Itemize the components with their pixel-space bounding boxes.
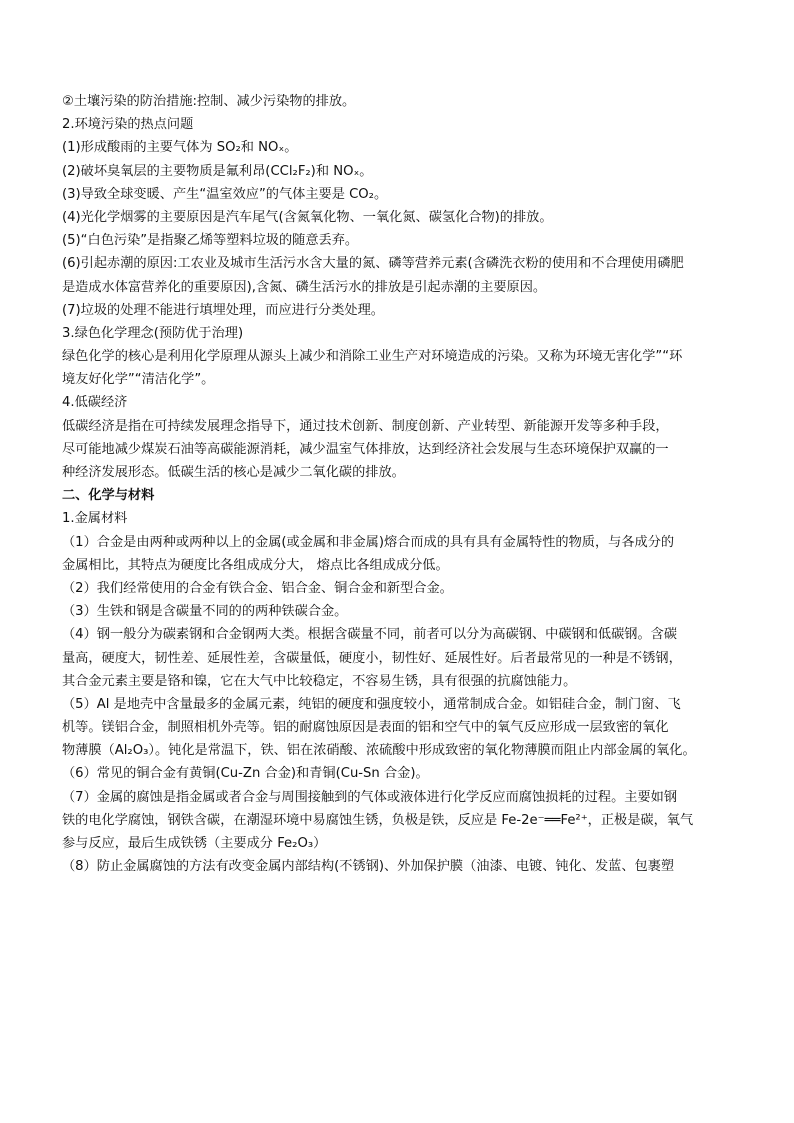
text-line: (4)光化学烟雾的主要原因是汽车尾气(含氮氧化物、一氧化氮、碳氢化合物)的排放。 bbox=[62, 209, 553, 225]
text-line: 金属相比，其特点为硬度比各组成成分大， 熔点比各组成成分低。 bbox=[62, 557, 449, 573]
chapter-heading: 二、化学与材料 bbox=[62, 488, 155, 504]
text-line: (1)形成酸雨的主要气体为 SO₂和 NOₓ。 bbox=[62, 140, 298, 156]
section-heading: 2.环境污染的热点问题 bbox=[62, 117, 194, 133]
text-line: 低碳经济是指在可持续发展理念指导下，通过技术创新、制度创新、产业转型、新能源开发等多种手段， bbox=[62, 418, 669, 434]
text-line: ②土壤污染的防治措施:控制、减少污染物的排放。 bbox=[62, 94, 356, 109]
text-line: (6)引起赤潮的原因:工农业及城市生活污水含大量的氮、磷等营养元素(含磷洗衣粉的使用和不合理使用磷肥 bbox=[62, 256, 684, 272]
text-line: 机等。镁铝合金，制照相机外壳等。铝的耐腐蚀原因是表面的铝和空气中的氧气反应形成一层致密的氧化 bbox=[62, 720, 669, 736]
text-line: （3）生铁和钢是含碳量不同的的两种铁碳合金。 bbox=[62, 604, 348, 620]
text-line: （2）我们经常使用的合金有铁合金、铝合金、铜合金和新型合金。 bbox=[62, 580, 453, 596]
text-line: 种经济发展形态。低碳生活的核心是减少二氧化碳的排放。 bbox=[62, 465, 405, 480]
text-line: （5）Al 是地壳中含量最多的金属元素，纯铝的硬度和强度较小，通常制成合金。如铝硅合金，制门窗、飞 bbox=[62, 696, 681, 712]
text-line: 尽可能地减少煤炭石油等高碳能源消耗，减少温室气体排放，达到经济社会发展与生态环境保护双赢的一 bbox=[62, 441, 669, 457]
text-line: 境友好化学”“清洁化学”。 bbox=[62, 372, 215, 388]
text-line: （8）防止金属腐蚀的方法有改变金属内部结构(不锈钢)、外加保护膜（油漆、电镀、钝化、发蓝、包裹塑 bbox=[62, 859, 675, 875]
document-body bbox=[62, 90, 734, 878]
text-line: （7）金属的腐蚀是指金属或者合金与周围接触到的气体或液体进行化学反应而腐蚀损耗的过程。主要如钢 bbox=[62, 789, 678, 805]
text-line: (2)破坏臭氧层的主要物质是氟利昂(CCl₂F₂)和 NOₓ。 bbox=[62, 163, 373, 179]
text-line: 参与反应，最后生成铁锈（主要成分 Fe₂O₃） bbox=[62, 836, 327, 851]
text-line: （1）合金是由两种或两种以上的金属(或金属和非金属)熔合而成的具有具有金属特性的物质，与各成分的 bbox=[62, 534, 675, 550]
text-line: (5)“白色污染”是指聚乙烯等塑料垃圾的随意丢弃。 bbox=[62, 233, 359, 249]
text-line: (3)导致全球变暖、产生“温室效应”的气体主要是 CO₂。 bbox=[62, 186, 388, 202]
text-line: 是造成水体富营养化的重要原因),含氮、磷生活污水的排放是引起赤潮的主要原因。 bbox=[62, 279, 547, 295]
text-line: 量高，硬度大，韧性差、延展性差，含碳量低，硬度小，韧性好、延展性好。后者最常见的一种是不锈钢， bbox=[62, 650, 682, 666]
text-line: 铁的电化学腐蚀，钢铁含碳，在潮湿环境中易腐蚀生锈，负极是铁，反应是 Fe-2e⁻══Fe²⁺，正极是碳，氧气 bbox=[62, 812, 694, 828]
section-heading: 4.低碳经济 bbox=[62, 395, 128, 411]
text-line: （4）钢一般分为碳素钢和合金钢两大类。根据含碳量不同，前者可以分为高碳钢、中碳钢和低碳钢。含碳 bbox=[62, 627, 678, 643]
text-line: 其合金元素主要是铬和镍，它在大气中比较稳定，不容易生锈，具有很强的抗腐蚀能力。 bbox=[62, 673, 577, 689]
text-line: (7)垃圾的处理不能进行填埋处理，而应进行分类处理。 bbox=[62, 302, 384, 318]
section-heading: 3.绿色化学理念(预防优于治理) bbox=[62, 325, 244, 341]
text-line: （6）常见的铜合金有黄铜(Cu-Zn 合金)和青铜(Cu-Sn 合金)。 bbox=[62, 766, 429, 782]
section-heading: 1.金属材料 bbox=[62, 511, 128, 527]
text-line: 物薄膜（Al₂O₃）。钝化是常温下，铁、铝在浓硝酸、浓硫酸中形成致密的氧化物薄膜而阻止内部金属的氧化。 bbox=[62, 743, 696, 759]
text-line: 绿色化学的核心是利用化学原理从源头上减少和消除工业生产对环境造成的污染。又称为环境无害化学”“环 bbox=[62, 349, 683, 365]
